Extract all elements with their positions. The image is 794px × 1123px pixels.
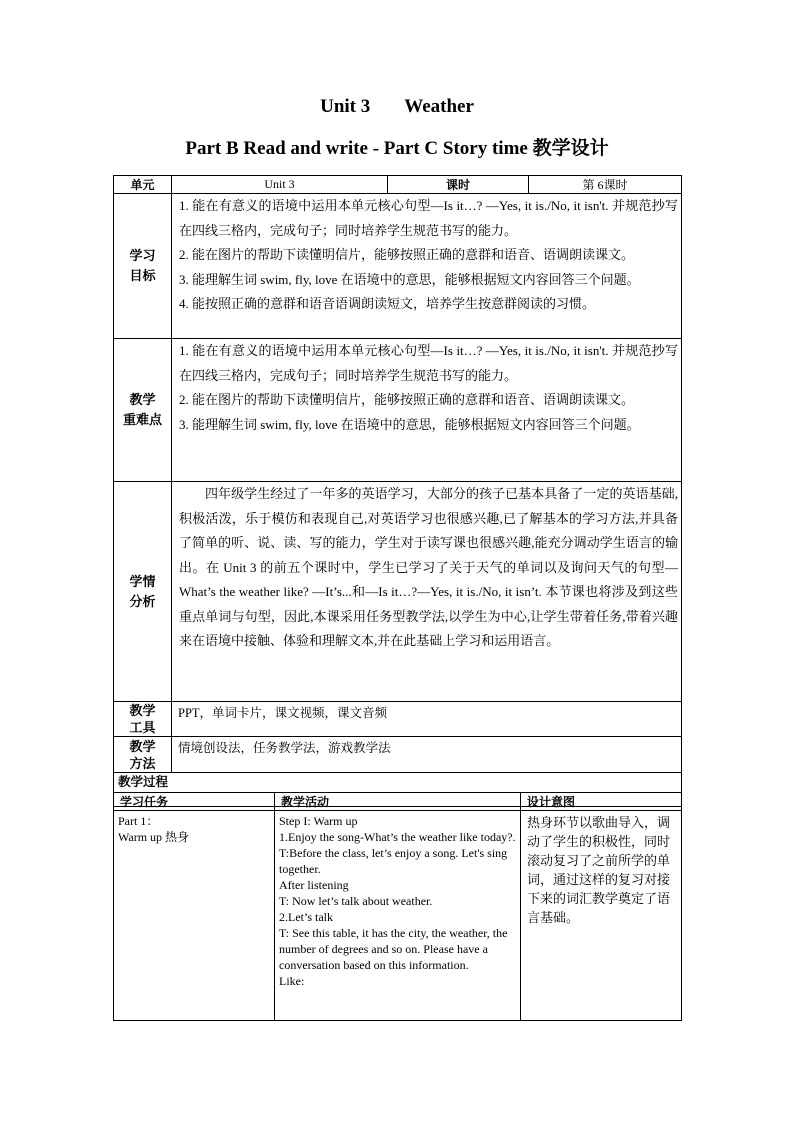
methods-content: 情境创设法，任务教学法，游戏教学法 — [172, 737, 682, 773]
analysis-content — [172, 482, 682, 702]
methods-row — [114, 737, 682, 773]
title-topic: Weather — [404, 96, 474, 117]
keypoint-item: 2. 能在图片的帮助下读懂明信片，能够按照正确的意群和语音、语调朗读课文。 — [179, 392, 635, 407]
period-value: 第 6课时 — [529, 176, 682, 194]
objective-item: 4. 能按照正确的意群和语音语调朗读短文，培养学生按意群阅读的习惯。 — [179, 296, 596, 311]
doc-title — [0, 96, 794, 118]
analysis-text: 四年级学生经过了一年多的英语学习，大部分的孩子已基本具备了一定的英语基础,积极活泼，乐于模仿和表现自己,对英语学习也很感兴趣,已了解基本的学习方法,并具备了简单的听、说、读、写的能力，学生对于读写课也很感兴趣,能充分调动学生语言的输出。在 Unit 3 的前五个课时中，学生已学习了关于天气的单词以及询问天气的句型—What’s the weather like? —It’s...和—Is it…?—Yes, it is./No, it isn’t. 本节课也将涉及到这些重点单词与句型，因此,本课采用任务型教学法,以学生为中心,让学生带着任务,带着兴趣来在语境中接触、体验和理解文本,并在此基础上学习和运用语言。 — [179, 486, 678, 648]
process-row-part1 — [114, 811, 682, 1021]
process-table — [113, 792, 682, 1021]
process-label: 教学过程 — [114, 773, 682, 807]
activity-line: 2.Let’s talk — [279, 910, 333, 924]
activity-line: Like: — [279, 974, 305, 988]
objective-item: 1. 能在有意义的语境中运用本单元核心句型—Is it…? —Yes, it is./No, it isn't. 并规范抄写在四线三格内，完成句子；同时培养学生规范书写的能力。 — [179, 198, 678, 238]
objectives-label: 学习 目标 — [114, 194, 172, 339]
task-part: Part 1： — [118, 814, 159, 828]
period-label: 课时 — [388, 176, 529, 194]
intent-cell: 热身环节以歌曲导入，调动了学生的积极性，同时滚动复习了之前所学的单词，通过这样的复习对接下来的词汇教学奠定了语言基础。 — [521, 811, 682, 1021]
activity-line: After listening — [279, 878, 349, 892]
analysis-label: 学情 分析 — [114, 482, 172, 702]
keypoints-row — [114, 339, 682, 482]
title-unit: Unit 3 — [320, 96, 371, 117]
lesson-info-table — [113, 175, 682, 807]
task-cell — [114, 811, 275, 1021]
process-header-row — [114, 793, 682, 811]
unit-value: Unit 3 — [172, 176, 388, 194]
keypoint-item: 3. 能理解生词 swim, fly, love 在语境中的意思，能够根据短文内容回答三个问题。 — [179, 416, 640, 432]
objective-item: 2. 能在图片的帮助下读懂明信片，能够按照正确的意群和语音、语调朗读课文。 — [179, 247, 635, 262]
tools-content: PPT，单词卡片，课文视频，课文音频 — [172, 702, 682, 737]
tools-row — [114, 702, 682, 737]
analysis-row — [114, 482, 682, 702]
tools-label: 教学 工具 — [114, 702, 172, 737]
objectives-content — [172, 194, 682, 339]
keypoints-label: 教学 重难点 — [114, 339, 172, 482]
activity-line: 1.Enjoy the song-What’s the weather like today?. — [279, 830, 516, 844]
activity-cell — [275, 811, 521, 1021]
methods-label: 教学 方法 — [114, 737, 172, 773]
activity-line: T: Now let’s talk about weather. — [279, 894, 433, 908]
doc-subtitle: Part B Read and write - Part C Story time 教学设计 — [185, 138, 609, 159]
col-header-intent: 设计意图 — [521, 793, 682, 811]
keypoints-content — [172, 339, 682, 482]
activity-line: Step I: Warm up — [279, 814, 358, 828]
col-header-activity: 教学活动 — [275, 793, 521, 811]
activity-line: T: See this table, it has the city, the weather, the number of degrees and so on. Please have a conversation based on this information. — [279, 926, 511, 972]
col-header-task: 学习任务 — [114, 793, 275, 811]
objective-item: 3. 能理解生词 swim, fly, love 在语境中的意思，能够根据短文内容回答三个问题。 — [179, 271, 640, 287]
info-row — [114, 176, 682, 194]
task-name: Warm up 热身 — [118, 830, 190, 844]
unit-label: 单元 — [114, 176, 172, 194]
objectives-row — [114, 194, 682, 339]
keypoint-item: 1. 能在有意义的语境中运用本单元核心句型—Is it…? —Yes, it is./No, it isn't. 并规范抄写在四线三格内，完成句子；同时培养学生规范书写的能力。 — [179, 343, 678, 383]
activity-line: T:Before the class, let’s enjoy a song. Let's sing together. — [279, 846, 511, 876]
